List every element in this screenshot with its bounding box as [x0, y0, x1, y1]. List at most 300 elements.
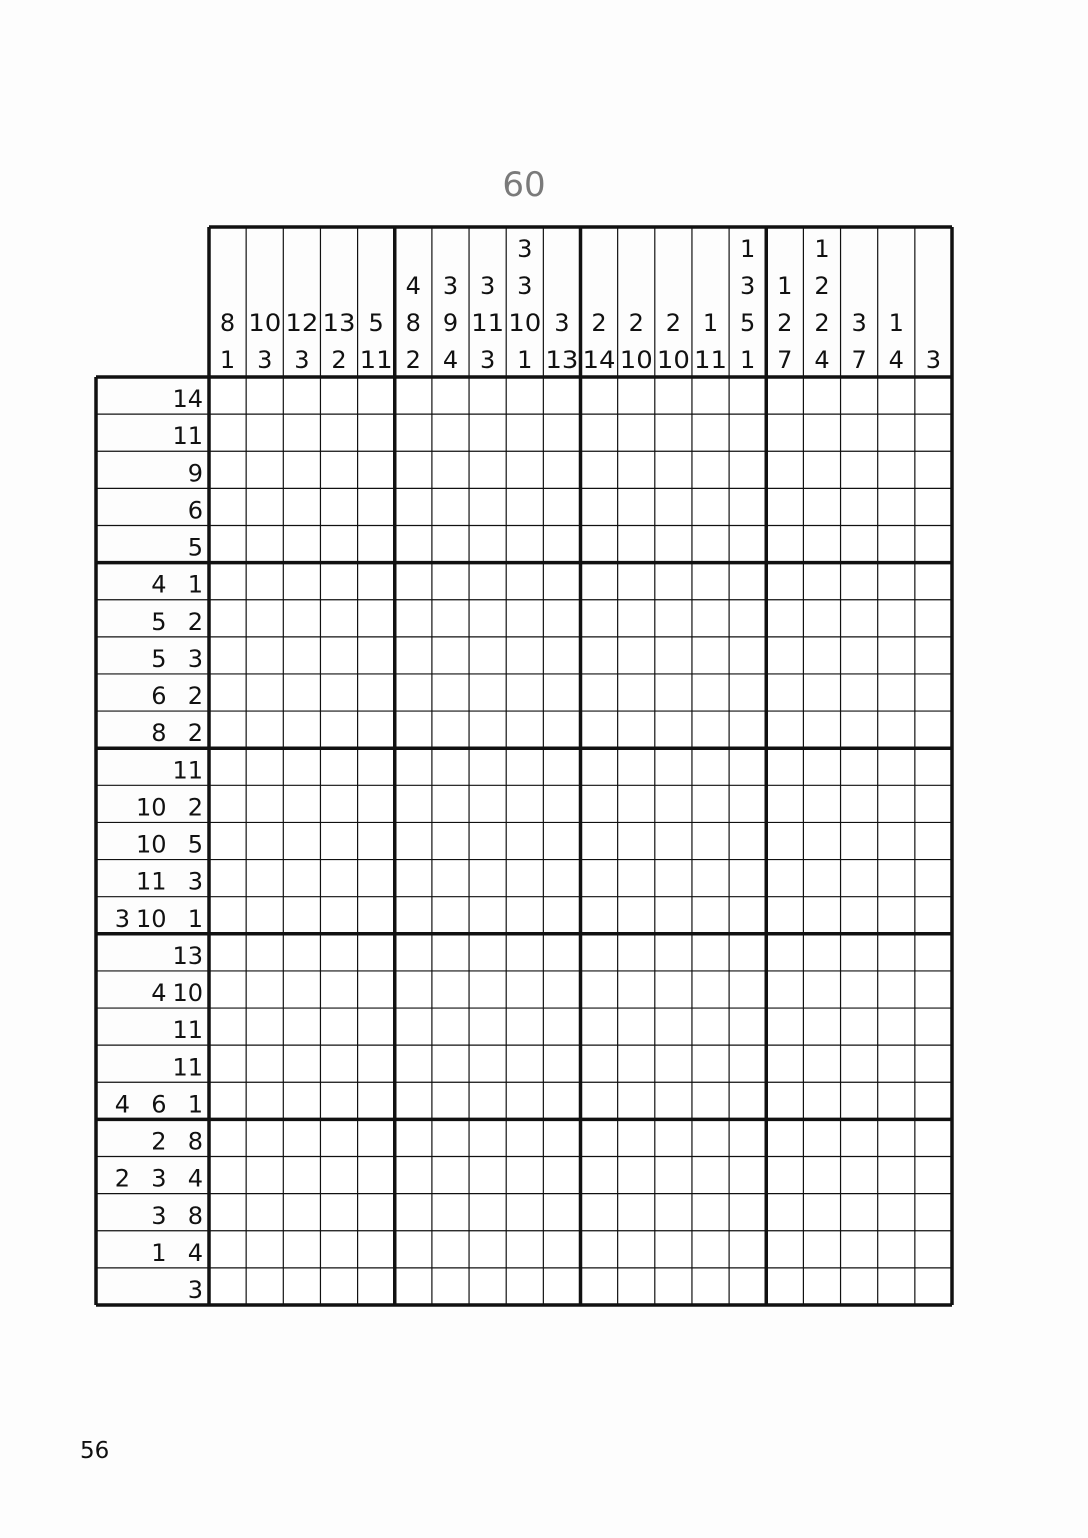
grid-cell[interactable]: [246, 1045, 283, 1082]
grid-cell[interactable]: [692, 1194, 729, 1231]
grid-cell[interactable]: [246, 1231, 283, 1268]
grid-cell[interactable]: [432, 971, 469, 1008]
grid-cell[interactable]: [543, 860, 580, 897]
grid-cell[interactable]: [803, 600, 840, 637]
grid-cell[interactable]: [618, 1045, 655, 1082]
grid-cell[interactable]: [655, 1082, 692, 1119]
grid-cell[interactable]: [209, 711, 246, 748]
grid-cell[interactable]: [432, 785, 469, 822]
grid-cell[interactable]: [803, 1045, 840, 1082]
grid-cell[interactable]: [692, 1268, 729, 1305]
grid-cell[interactable]: [432, 711, 469, 748]
grid-cell[interactable]: [915, 1268, 952, 1305]
grid-cell[interactable]: [209, 600, 246, 637]
grid-cell[interactable]: [878, 897, 915, 934]
grid-cell[interactable]: [803, 971, 840, 1008]
grid-cell[interactable]: [915, 1008, 952, 1045]
grid-cell[interactable]: [283, 1157, 320, 1194]
grid-cell[interactable]: [915, 525, 952, 562]
grid-cell[interactable]: [432, 860, 469, 897]
grid-cell[interactable]: [246, 674, 283, 711]
grid-cell[interactable]: [915, 785, 952, 822]
grid-cell[interactable]: [581, 711, 618, 748]
grid-cell[interactable]: [915, 414, 952, 451]
grid-cell[interactable]: [729, 525, 766, 562]
grid-cell[interactable]: [395, 822, 432, 859]
grid-cell[interactable]: [358, 1231, 395, 1268]
grid-cell[interactable]: [841, 1082, 878, 1119]
grid-cell[interactable]: [692, 377, 729, 414]
grid-cell[interactable]: [543, 674, 580, 711]
grid-cell[interactable]: [766, 637, 803, 674]
grid-cell[interactable]: [543, 414, 580, 451]
grid-cell[interactable]: [506, 822, 543, 859]
grid-cell[interactable]: [766, 1231, 803, 1268]
grid-cell[interactable]: [878, 563, 915, 600]
grid-cell[interactable]: [320, 1045, 357, 1082]
grid-cell[interactable]: [209, 1157, 246, 1194]
grid-cell[interactable]: [283, 1045, 320, 1082]
grid-cell[interactable]: [655, 785, 692, 822]
grid-cell[interactable]: [915, 600, 952, 637]
grid-cell[interactable]: [543, 822, 580, 859]
grid-cell[interactable]: [320, 822, 357, 859]
grid-cell[interactable]: [692, 934, 729, 971]
grid-cell[interactable]: [358, 1157, 395, 1194]
grid-cell[interactable]: [581, 488, 618, 525]
grid-cell[interactable]: [655, 897, 692, 934]
grid-cell[interactable]: [358, 1268, 395, 1305]
grid-cell[interactable]: [655, 934, 692, 971]
grid-cell[interactable]: [283, 488, 320, 525]
grid-cell[interactable]: [320, 1231, 357, 1268]
grid-cell[interactable]: [469, 897, 506, 934]
grid-cell[interactable]: [283, 860, 320, 897]
grid-cell[interactable]: [618, 822, 655, 859]
grid-cell[interactable]: [358, 525, 395, 562]
grid-cell[interactable]: [506, 785, 543, 822]
grid-cell[interactable]: [766, 1045, 803, 1082]
grid-cell[interactable]: [878, 1231, 915, 1268]
grid-cell[interactable]: [395, 1082, 432, 1119]
grid-cell[interactable]: [358, 860, 395, 897]
grid-cell[interactable]: [209, 1119, 246, 1156]
grid-cell[interactable]: [692, 785, 729, 822]
grid-cell[interactable]: [506, 600, 543, 637]
grid-cell[interactable]: [320, 414, 357, 451]
grid-cell[interactable]: [469, 563, 506, 600]
grid-cell[interactable]: [655, 1194, 692, 1231]
grid-cell[interactable]: [766, 600, 803, 637]
grid-cell[interactable]: [581, 563, 618, 600]
grid-cell[interactable]: [841, 451, 878, 488]
grid-cell[interactable]: [878, 822, 915, 859]
grid-cell[interactable]: [766, 1082, 803, 1119]
grid-cell[interactable]: [320, 377, 357, 414]
grid-cell[interactable]: [395, 377, 432, 414]
grid-cell[interactable]: [655, 860, 692, 897]
grid-cell[interactable]: [729, 860, 766, 897]
grid-cell[interactable]: [209, 1045, 246, 1082]
grid-cell[interactable]: [395, 1268, 432, 1305]
grid-cell[interactable]: [506, 451, 543, 488]
grid-cell[interactable]: [395, 451, 432, 488]
grid-cell[interactable]: [655, 451, 692, 488]
grid-cell[interactable]: [543, 1157, 580, 1194]
grid-cell[interactable]: [766, 451, 803, 488]
grid-cell[interactable]: [878, 934, 915, 971]
grid-cell[interactable]: [543, 785, 580, 822]
grid-cell[interactable]: [506, 1045, 543, 1082]
grid-cell[interactable]: [432, 822, 469, 859]
grid-cell[interactable]: [246, 1119, 283, 1156]
grid-cell[interactable]: [469, 377, 506, 414]
grid-cell[interactable]: [543, 600, 580, 637]
grid-cell[interactable]: [543, 1119, 580, 1156]
grid-cell[interactable]: [803, 1268, 840, 1305]
grid-cell[interactable]: [506, 748, 543, 785]
grid-cell[interactable]: [320, 488, 357, 525]
grid-cell[interactable]: [506, 1008, 543, 1045]
grid-cell[interactable]: [246, 525, 283, 562]
grid-cell[interactable]: [358, 822, 395, 859]
grid-cell[interactable]: [358, 377, 395, 414]
grid-cell[interactable]: [692, 1045, 729, 1082]
grid-cell[interactable]: [655, 414, 692, 451]
grid-cell[interactable]: [878, 377, 915, 414]
grid-cell[interactable]: [358, 1119, 395, 1156]
grid-cell[interactable]: [766, 860, 803, 897]
grid-cell[interactable]: [729, 563, 766, 600]
grid-cell[interactable]: [655, 1157, 692, 1194]
grid-cell[interactable]: [878, 1157, 915, 1194]
grid-cell[interactable]: [209, 1082, 246, 1119]
grid-cell[interactable]: [878, 1045, 915, 1082]
grid-cell[interactable]: [655, 971, 692, 1008]
grid-cell[interactable]: [803, 414, 840, 451]
grid-cell[interactable]: [395, 934, 432, 971]
grid-cell[interactable]: [543, 488, 580, 525]
grid-cell[interactable]: [506, 525, 543, 562]
grid-cell[interactable]: [469, 414, 506, 451]
grid-cell[interactable]: [469, 711, 506, 748]
grid-cell[interactable]: [209, 525, 246, 562]
grid-cell[interactable]: [283, 897, 320, 934]
grid-cell[interactable]: [543, 377, 580, 414]
grid-cell[interactable]: [320, 1008, 357, 1045]
grid-cell[interactable]: [543, 897, 580, 934]
grid-cell[interactable]: [395, 674, 432, 711]
grid-cell[interactable]: [766, 897, 803, 934]
grid-cell[interactable]: [692, 637, 729, 674]
grid-cell[interactable]: [320, 600, 357, 637]
grid-cell[interactable]: [841, 1008, 878, 1045]
grid-cell[interactable]: [581, 1194, 618, 1231]
grid-cell[interactable]: [803, 785, 840, 822]
grid-cell[interactable]: [655, 377, 692, 414]
grid-cell[interactable]: [432, 748, 469, 785]
grid-cell[interactable]: [395, 897, 432, 934]
grid-cell[interactable]: [766, 1119, 803, 1156]
grid-cell[interactable]: [543, 934, 580, 971]
grid-cell[interactable]: [766, 414, 803, 451]
grid-cell[interactable]: [209, 1194, 246, 1231]
grid-cell[interactable]: [432, 1157, 469, 1194]
grid-cell[interactable]: [358, 637, 395, 674]
grid-cell[interactable]: [432, 1194, 469, 1231]
grid-cell[interactable]: [581, 451, 618, 488]
grid-cell[interactable]: [841, 414, 878, 451]
grid-cell[interactable]: [395, 1119, 432, 1156]
grid-cell[interactable]: [655, 600, 692, 637]
grid-cell[interactable]: [692, 748, 729, 785]
grid-cell[interactable]: [283, 1268, 320, 1305]
grid-cell[interactable]: [543, 563, 580, 600]
grid-cell[interactable]: [283, 934, 320, 971]
grid-cell[interactable]: [803, 525, 840, 562]
grid-cell[interactable]: [209, 563, 246, 600]
grid-cell[interactable]: [506, 488, 543, 525]
grid-cell[interactable]: [506, 377, 543, 414]
grid-cell[interactable]: [358, 1194, 395, 1231]
grid-cell[interactable]: [841, 674, 878, 711]
grid-cell[interactable]: [506, 1268, 543, 1305]
grid-cell[interactable]: [209, 971, 246, 1008]
grid-cell[interactable]: [209, 674, 246, 711]
grid-cell[interactable]: [803, 860, 840, 897]
grid-cell[interactable]: [618, 1119, 655, 1156]
grid-cell[interactable]: [395, 600, 432, 637]
grid-cell[interactable]: [618, 414, 655, 451]
grid-cell[interactable]: [581, 1119, 618, 1156]
grid-cell[interactable]: [803, 488, 840, 525]
grid-cell[interactable]: [283, 748, 320, 785]
grid-cell[interactable]: [729, 1157, 766, 1194]
grid-cell[interactable]: [692, 414, 729, 451]
grid-cell[interactable]: [841, 897, 878, 934]
grid-cell[interactable]: [915, 822, 952, 859]
grid-cell[interactable]: [358, 1045, 395, 1082]
grid-cell[interactable]: [581, 897, 618, 934]
grid-cell[interactable]: [395, 860, 432, 897]
grid-cell[interactable]: [432, 488, 469, 525]
grid-cell[interactable]: [878, 414, 915, 451]
grid-cell[interactable]: [729, 748, 766, 785]
grid-cell[interactable]: [320, 674, 357, 711]
grid-cell[interactable]: [729, 1194, 766, 1231]
grid-cell[interactable]: [395, 637, 432, 674]
grid-cell[interactable]: [506, 711, 543, 748]
grid-cell[interactable]: [320, 1119, 357, 1156]
grid-cell[interactable]: [469, 488, 506, 525]
grid-cell[interactable]: [878, 451, 915, 488]
grid-cell[interactable]: [506, 414, 543, 451]
grid-cell[interactable]: [655, 1008, 692, 1045]
grid-cell[interactable]: [432, 1231, 469, 1268]
grid-cell[interactable]: [209, 1268, 246, 1305]
grid-cell[interactable]: [915, 674, 952, 711]
grid-cell[interactable]: [766, 1194, 803, 1231]
grid-cell[interactable]: [841, 563, 878, 600]
grid-cell[interactable]: [283, 711, 320, 748]
grid-cell[interactable]: [395, 488, 432, 525]
grid-cell[interactable]: [655, 488, 692, 525]
grid-cell[interactable]: [469, 934, 506, 971]
grid-cell[interactable]: [618, 525, 655, 562]
grid-cell[interactable]: [878, 1082, 915, 1119]
grid-cell[interactable]: [246, 451, 283, 488]
grid-cell[interactable]: [395, 711, 432, 748]
grid-cell[interactable]: [581, 1157, 618, 1194]
grid-cell[interactable]: [915, 897, 952, 934]
grid-cell[interactable]: [729, 674, 766, 711]
grid-cell[interactable]: [506, 860, 543, 897]
grid-cell[interactable]: [506, 1157, 543, 1194]
grid-cell[interactable]: [469, 674, 506, 711]
grid-cell[interactable]: [618, 563, 655, 600]
grid-cell[interactable]: [655, 711, 692, 748]
grid-cell[interactable]: [395, 1157, 432, 1194]
grid-cell[interactable]: [358, 488, 395, 525]
grid-cell[interactable]: [729, 1045, 766, 1082]
grid-cell[interactable]: [618, 1082, 655, 1119]
grid-cell[interactable]: [543, 1231, 580, 1268]
grid-cell[interactable]: [581, 748, 618, 785]
grid-cell[interactable]: [209, 897, 246, 934]
grid-cell[interactable]: [766, 1268, 803, 1305]
grid-cell[interactable]: [729, 897, 766, 934]
grid-cell[interactable]: [246, 748, 283, 785]
grid-cell[interactable]: [841, 377, 878, 414]
grid-cell[interactable]: [841, 1268, 878, 1305]
grid-cell[interactable]: [803, 822, 840, 859]
grid-cell[interactable]: [581, 971, 618, 1008]
grid-cell[interactable]: [878, 637, 915, 674]
grid-cell[interactable]: [729, 451, 766, 488]
grid-cell[interactable]: [915, 637, 952, 674]
grid-cell[interactable]: [766, 785, 803, 822]
grid-cell[interactable]: [395, 1231, 432, 1268]
grid-cell[interactable]: [432, 1008, 469, 1045]
grid-cell[interactable]: [581, 637, 618, 674]
grid-cell[interactable]: [506, 563, 543, 600]
grid-cell[interactable]: [878, 1268, 915, 1305]
grid-cell[interactable]: [581, 822, 618, 859]
grid-cell[interactable]: [618, 1231, 655, 1268]
grid-cell[interactable]: [841, 785, 878, 822]
grid-cell[interactable]: [469, 822, 506, 859]
grid-cell[interactable]: [209, 1231, 246, 1268]
grid-cell[interactable]: [283, 1194, 320, 1231]
grid-cell[interactable]: [469, 860, 506, 897]
grid-cell[interactable]: [543, 1194, 580, 1231]
grid-cell[interactable]: [358, 674, 395, 711]
grid-cell[interactable]: [803, 1008, 840, 1045]
grid-cell[interactable]: [246, 1082, 283, 1119]
grid-cell[interactable]: [358, 600, 395, 637]
grid-cell[interactable]: [692, 860, 729, 897]
grid-cell[interactable]: [692, 1157, 729, 1194]
grid-cell[interactable]: [283, 451, 320, 488]
grid-cell[interactable]: [878, 488, 915, 525]
grid-cell[interactable]: [878, 748, 915, 785]
grid-cell[interactable]: [209, 785, 246, 822]
grid-cell[interactable]: [358, 711, 395, 748]
grid-cell[interactable]: [395, 414, 432, 451]
grid-cell[interactable]: [841, 711, 878, 748]
grid-cell[interactable]: [283, 525, 320, 562]
grid-cell[interactable]: [618, 1268, 655, 1305]
grid-cell[interactable]: [729, 414, 766, 451]
grid-cell[interactable]: [432, 934, 469, 971]
grid-cell[interactable]: [841, 488, 878, 525]
grid-cell[interactable]: [692, 525, 729, 562]
grid-cell[interactable]: [692, 1008, 729, 1045]
grid-cell[interactable]: [432, 897, 469, 934]
grid-cell[interactable]: [283, 563, 320, 600]
grid-cell[interactable]: [209, 377, 246, 414]
grid-cell[interactable]: [729, 377, 766, 414]
grid-cell[interactable]: [358, 563, 395, 600]
grid-cell[interactable]: [543, 525, 580, 562]
grid-cell[interactable]: [283, 377, 320, 414]
grid-cell[interactable]: [283, 1008, 320, 1045]
grid-cell[interactable]: [283, 1119, 320, 1156]
grid-cell[interactable]: [655, 1045, 692, 1082]
grid-cell[interactable]: [209, 451, 246, 488]
grid-cell[interactable]: [803, 1157, 840, 1194]
grid-cell[interactable]: [432, 525, 469, 562]
grid-cell[interactable]: [878, 525, 915, 562]
grid-cell[interactable]: [246, 1157, 283, 1194]
grid-cell[interactable]: [358, 1082, 395, 1119]
grid-cell[interactable]: [915, 488, 952, 525]
grid-cell[interactable]: [803, 674, 840, 711]
grid-cell[interactable]: [432, 1268, 469, 1305]
grid-cell[interactable]: [655, 748, 692, 785]
grid-cell[interactable]: [915, 934, 952, 971]
grid-cell[interactable]: [395, 1194, 432, 1231]
grid-cell[interactable]: [581, 1045, 618, 1082]
grid-cell[interactable]: [320, 897, 357, 934]
grid-cell[interactable]: [246, 934, 283, 971]
grid-cell[interactable]: [469, 1045, 506, 1082]
grid-cell[interactable]: [692, 971, 729, 1008]
grid-cell[interactable]: [766, 377, 803, 414]
grid-cell[interactable]: [209, 1008, 246, 1045]
grid-cell[interactable]: [766, 934, 803, 971]
grid-cell[interactable]: [729, 934, 766, 971]
grid-cell[interactable]: [209, 934, 246, 971]
grid-cell[interactable]: [655, 1268, 692, 1305]
grid-cell[interactable]: [692, 711, 729, 748]
grid-cell[interactable]: [246, 822, 283, 859]
grid-cell[interactable]: [803, 934, 840, 971]
grid-cell[interactable]: [729, 1268, 766, 1305]
grid-cell[interactable]: [878, 1008, 915, 1045]
grid-cell[interactable]: [915, 711, 952, 748]
grid-cell[interactable]: [432, 674, 469, 711]
grid-cell[interactable]: [878, 711, 915, 748]
grid-cell[interactable]: [469, 1157, 506, 1194]
grid-cell[interactable]: [246, 860, 283, 897]
grid-cell[interactable]: [543, 1268, 580, 1305]
grid-cell[interactable]: [878, 785, 915, 822]
grid-cell[interactable]: [655, 637, 692, 674]
grid-cell[interactable]: [506, 971, 543, 1008]
grid-cell[interactable]: [395, 971, 432, 1008]
grid-cell[interactable]: [803, 711, 840, 748]
